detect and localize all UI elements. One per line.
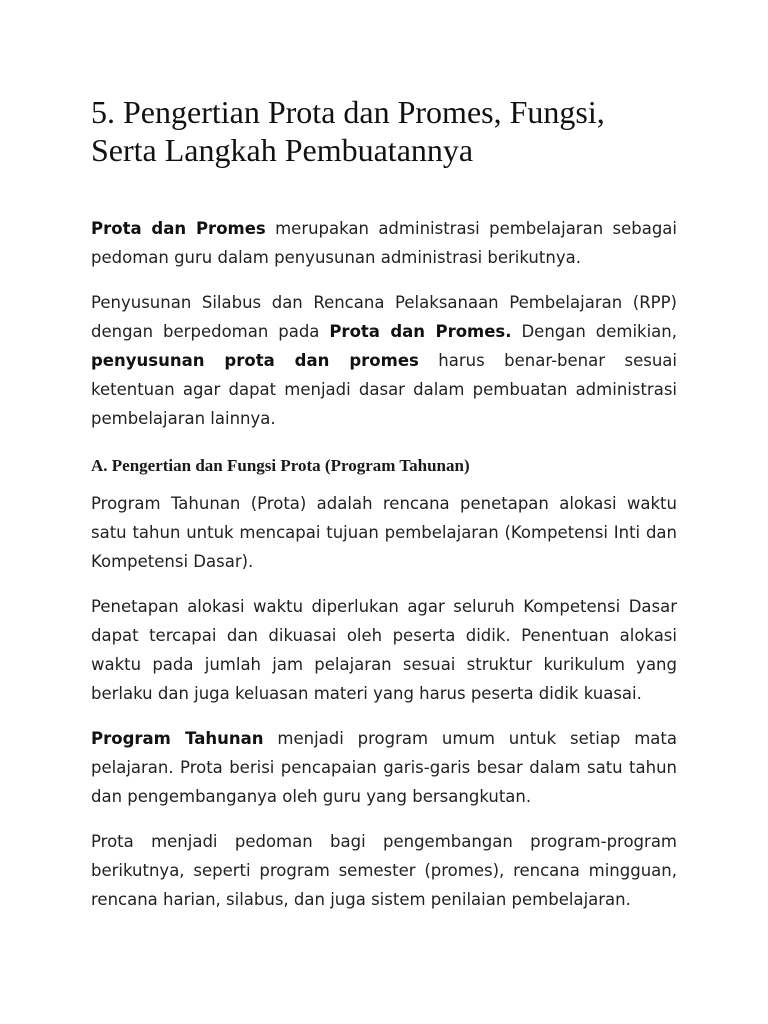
paragraph-prota-definition: Program Tahunan (Prota) adalah rencana penetapan alokasi waktu satu tahun untuk mencapai tujuan pembelajaran (Kompetensi Inti dan Kompetensi Dasar).: [91, 494, 677, 571]
paragraph-silabus-text-3: harus benar-benar sesuai ketentuan agar dapat menjadi dasar dalam pembuatan administrasi pembelajaran lainnya.: [91, 351, 677, 428]
paragraph-intro: [91, 214, 677, 272]
paragraph-program-tahunan-text: menjadi program umum untuk setiap mata pelajaran. Prota berisi pencapaian garis-garis besar dalam satu tahun dan pengembanganya oleh guru yang bersangkutan.: [91, 729, 678, 806]
bold-term-penyusunan: penyusunan prota dan promes: [91, 351, 419, 370]
document-page: [91, 93, 677, 930]
page-title: 5. Pengertian Prota dan Promes, Fungsi, Serta Langkah Pembuatannya: [91, 94, 605, 168]
paragraph-program-tahunan: [91, 724, 677, 811]
bold-term-program-tahunan: Program Tahunan: [91, 729, 264, 748]
paragraph-alokasi-waktu: Penetapan alokasi waktu diperlukan agar seluruh Kompetensi Dasar dapat tercapai dan dikuasai oleh peserta didik. Penentuan alokasi waktu pada jumlah jam pelajaran sesuai struktur kurikulum yang berlaku dan juga keluasan materi yang harus peserta didik kuasai.: [91, 597, 677, 703]
paragraph-silabus-text-1: Penyusunan Silabus dan Rencana Pelaksanaan Pembelajaran (RPP) dengan berpedoman pada: [91, 293, 677, 341]
paragraph-silabus-rpp: [91, 288, 677, 433]
paragraph-prota-pedoman: Prota menjadi pedoman bagi pengembangan program-program berikutnya, seperti program semester (promes), rencana mingguan, rencana harian, silabus, dan juga sistem penilaian pembelajaran.: [91, 832, 677, 909]
bold-term-prota-promes: Prota dan Promes: [91, 219, 266, 238]
section-heading-a: A. Pengertian dan Fungsi Prota (Program Tahunan): [91, 456, 470, 475]
paragraph-silabus-text-2: Dengan demikian,: [511, 322, 677, 341]
paragraph-intro-text: merupakan administrasi pembelajaran sebagai pedoman guru dalam penyusunan administrasi berikutnya.: [91, 219, 678, 267]
bold-term-prota-promes-2: Prota dan Promes.: [329, 322, 512, 341]
